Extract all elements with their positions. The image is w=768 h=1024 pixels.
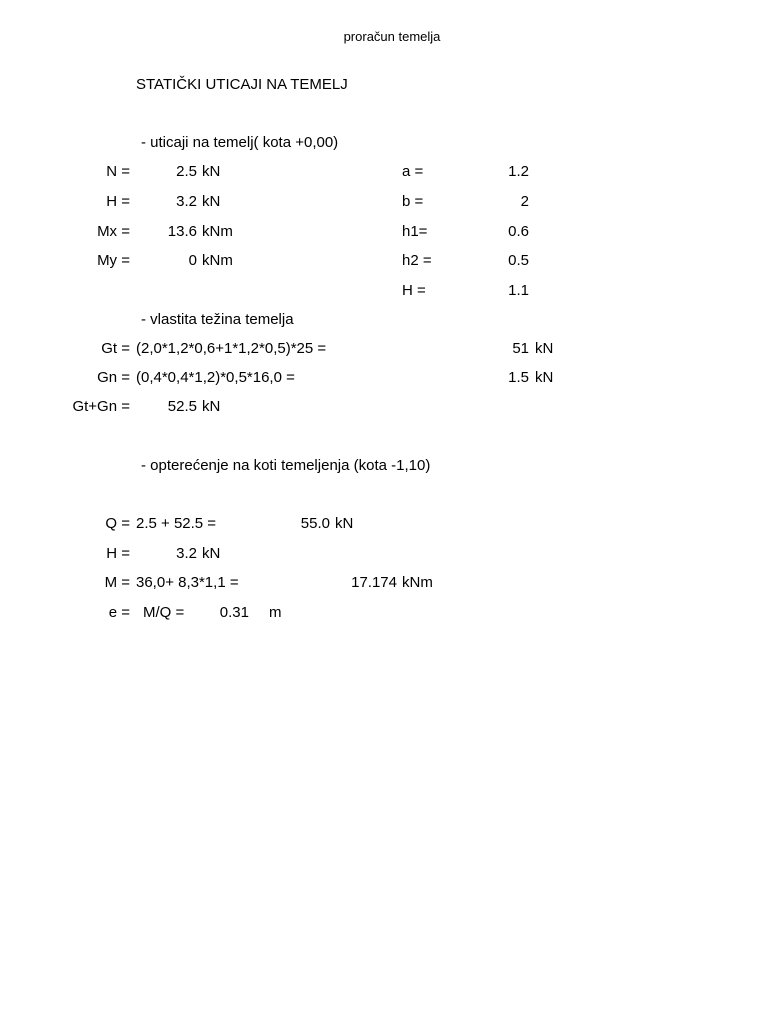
row-unit-mx: kNm — [202, 223, 233, 240]
sum-value: 52.5 — [167, 398, 197, 415]
section-heading-loads: - uticaji na temelj( kota +0,00) — [141, 134, 339, 151]
row-unit-h: kN — [202, 193, 221, 210]
m-unit: kNm — [402, 574, 433, 591]
dim-value-a: 1.2 — [508, 163, 529, 180]
q-label: Q = — [105, 515, 130, 532]
dim-label-h1: h1= — [402, 223, 428, 240]
row-unit-n: kN — [202, 163, 221, 180]
dim-value-b: 2 — [520, 193, 529, 210]
gt-label: Gt = — [101, 340, 130, 357]
e-label: e = — [108, 604, 130, 621]
row-label-n: N = — [106, 163, 130, 180]
row-value-h: 3.2 — [176, 193, 197, 210]
row-label-mx: Mx = — [97, 223, 130, 240]
row-value-mx: 13.6 — [167, 223, 197, 240]
document-title: STATIČKI UTICAJI NA TEMELJ — [136, 76, 348, 93]
row-value-n: 2.5 — [176, 163, 197, 180]
row-value-my: 0 — [188, 252, 197, 269]
section-heading-foundation-load: - opterećenje na koti temeljenja (kota -1,10) — [141, 457, 431, 474]
dim-value-h1: 0.6 — [508, 223, 529, 240]
gn-label: Gn = — [97, 369, 130, 386]
h-label: H = — [106, 545, 130, 562]
e-value: 0.31 — [219, 604, 249, 621]
section-heading-self-weight: - vlastita težina temelja — [141, 311, 294, 328]
sum-unit: kN — [202, 398, 221, 415]
m-label: M = — [104, 574, 130, 591]
dim-value-h: 1.1 — [508, 282, 529, 299]
dim-label-a: a = — [402, 163, 424, 180]
page-header-title: proračun temelja — [343, 29, 441, 44]
q-value: 55.0 — [300, 515, 330, 532]
h-unit: kN — [202, 545, 221, 562]
q-formula: 2.5 + 52.5 = — [136, 515, 217, 532]
gt-unit: kN — [535, 340, 554, 357]
dim-value-h2: 0.5 — [508, 252, 529, 269]
row-label-h: H = — [106, 193, 130, 210]
row-unit-my: kNm — [202, 252, 233, 269]
e-formula: M/Q = — [143, 604, 185, 621]
gn-formula: (0,4*0,4*1,2)*0,5*16,0 = — [136, 369, 295, 386]
m-value: 17.174 — [351, 574, 397, 591]
gt-formula: (2,0*1,2*0,6+1*1,2*0,5)*25 = — [136, 340, 327, 357]
gn-unit: kN — [535, 369, 554, 386]
q-unit: kN — [335, 515, 354, 532]
gn-value: 1.5 — [508, 369, 529, 386]
dim-label-h2: h2 = — [402, 252, 432, 269]
gt-value: 51 — [512, 340, 529, 357]
m-formula: 36,0+ 8,3*1,1 = — [136, 574, 239, 591]
h-value: 3.2 — [176, 545, 197, 562]
e-unit: m — [269, 604, 282, 621]
dim-label-b: b = — [402, 193, 424, 210]
row-label-my: My = — [97, 252, 130, 269]
sum-label: Gt+Gn = — [72, 398, 130, 415]
dim-label-h: H = — [402, 282, 426, 299]
